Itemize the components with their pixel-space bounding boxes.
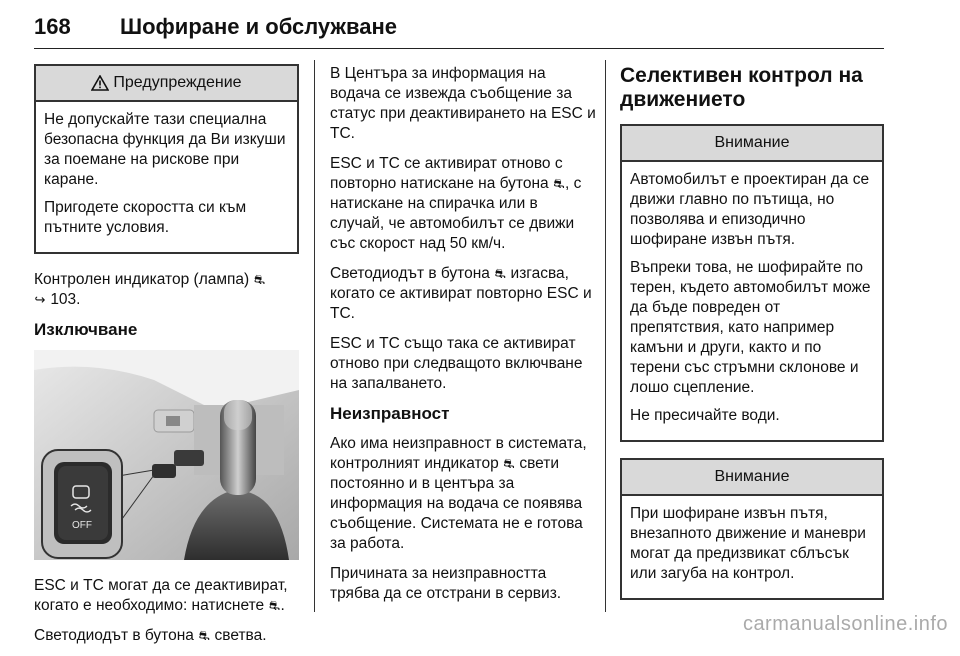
notice-box-header bbox=[622, 126, 882, 162]
esc-off-icon: ⛐ bbox=[253, 272, 266, 287]
warning-text: Пригодете скоростта си към пътните условия. bbox=[44, 199, 247, 236]
page-ref-arrow-icon: ↪ bbox=[34, 292, 46, 307]
indicator-paragraph bbox=[34, 270, 299, 310]
section-heading: Изключване bbox=[34, 320, 138, 339]
body-text: Ако има неизправност в системата, контролният индикатор bbox=[330, 435, 587, 472]
body-text: ESC и TC се активират отново с повторно натискане на бутона bbox=[330, 155, 563, 192]
body-paragraph bbox=[34, 626, 299, 646]
body-paragraph bbox=[34, 576, 299, 616]
notice-box-title: Внимание bbox=[714, 468, 790, 485]
indicator-text: Контролен индикатор (лампа) bbox=[34, 271, 250, 288]
warning-box bbox=[34, 64, 299, 254]
notice-text: Въпреки това, не шофирайте по терен, където автомобилът може да бъде повреден от препятствия, като например камъни и други, както и по терени със стръмни склонове и лошо сцепление. bbox=[630, 259, 871, 396]
column-1 bbox=[34, 64, 299, 656]
esc-off-icon: ⛐ bbox=[198, 628, 210, 643]
notice-box bbox=[620, 124, 884, 442]
page-number: 168 bbox=[34, 14, 71, 39]
column-divider bbox=[314, 60, 315, 612]
photo-button-label: OFF bbox=[72, 520, 92, 531]
body-text: свети постоянно и в центъра за информация на водача се появява съобщение. Системата не е готова за работа. bbox=[330, 455, 583, 552]
esc-off-icon: ⛐ bbox=[494, 266, 506, 281]
body-text: Светодиодът в бутона bbox=[330, 265, 490, 282]
column-3 bbox=[620, 64, 884, 616]
watermark: carmanualsonline.info bbox=[742, 613, 948, 635]
esc-button-photo bbox=[34, 350, 299, 560]
body-paragraph bbox=[330, 434, 596, 554]
notice-text: При шофиране извън пътя, внезапното движение и маневри могат да предизвикат сблъсък или загуба на контрол. bbox=[630, 505, 866, 582]
chapter-title: Шофиране и обслужване bbox=[120, 14, 398, 39]
header-divider bbox=[34, 48, 884, 49]
warning-text: Не допускайте тази специална безопасна функция да Ви изкуши за поемане на рискове при каране. bbox=[44, 111, 286, 188]
body-paragraph: В Центъра за информация на водача се извежда съобщение за статус при деактивирането на ESC и TC. bbox=[330, 65, 596, 142]
column-divider bbox=[605, 60, 606, 612]
esc-off-icon: ⛐ bbox=[268, 598, 281, 613]
body-paragraph: ESC и TC също така се активират отново при следващото включване на запалването. bbox=[330, 335, 583, 392]
body-paragraph bbox=[330, 264, 596, 324]
esc-off-icon: ⛐ bbox=[553, 176, 565, 191]
warning-box-header bbox=[36, 66, 297, 102]
column-2 bbox=[330, 64, 596, 614]
body-text: , с натискане на спирачка или в случай, че автомобилът се движи със скорост над 50 км/ч. bbox=[330, 175, 582, 252]
section-heading: Неизправност bbox=[330, 404, 450, 423]
esc-off-icon: ⛐ bbox=[503, 456, 515, 471]
body-text: изгасва, когато се активират повторно ESC и TC. bbox=[330, 265, 592, 322]
notice-box-header bbox=[622, 460, 882, 496]
notice-box bbox=[620, 458, 884, 600]
page-header bbox=[34, 8, 884, 48]
body-text: . bbox=[280, 597, 285, 614]
warning-box-title: Предупреждение bbox=[113, 74, 242, 91]
body-text: Светодиодът в бутона bbox=[34, 627, 194, 644]
notice-text: Автомобилът е проектиран да се движи главно по пътища, но позволява и епизодично шофиране извън пътя. bbox=[630, 171, 870, 248]
body-paragraph bbox=[330, 154, 596, 254]
page-reference[interactable]: 103. bbox=[50, 291, 81, 308]
notice-box-title: Внимание bbox=[714, 134, 790, 151]
warning-triangle-icon bbox=[91, 75, 109, 91]
body-text: светва. bbox=[214, 627, 267, 644]
notice-text: Не пресичайте води. bbox=[630, 407, 780, 424]
section-title: Селективен контрол на движението bbox=[620, 64, 863, 111]
body-paragraph: Причината за неизправността трябва да се отстрани в сервиз. bbox=[330, 565, 562, 602]
body-text: ESC и TC могат да се деактивират, когато е необходимо: натиснете bbox=[34, 577, 288, 614]
